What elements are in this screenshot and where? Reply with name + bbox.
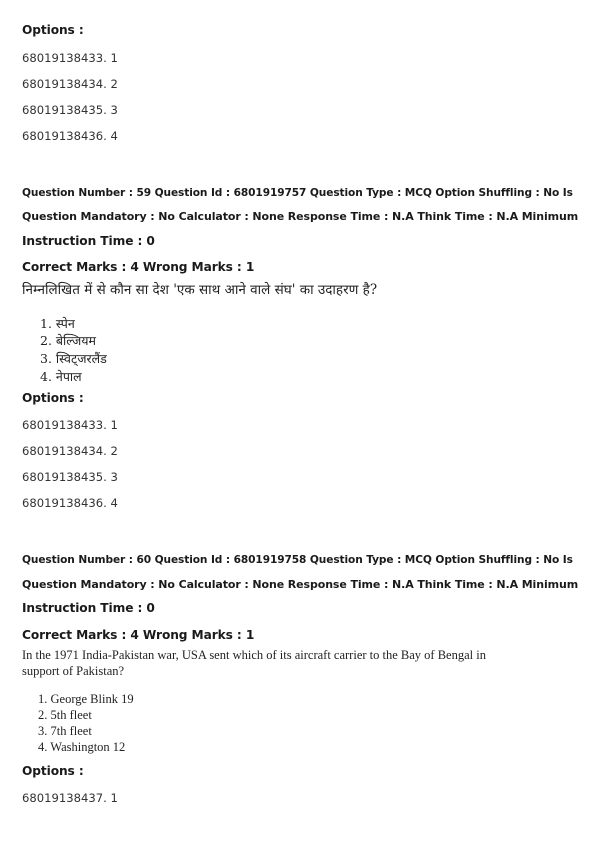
option-code: 68019138434. 2 (22, 444, 118, 458)
answer-choice: 3. 7th fleet (38, 724, 92, 738)
marks-line: Correct Marks : 4 Wrong Marks : 1 (22, 260, 255, 274)
question-header-line: Question Number : 59 Question Id : 6801919757 Question Type : MCQ Option Shuffling : No Is (22, 187, 573, 199)
question-text: निम्नलिखित में से कौन सा देश 'एक साथ आने वाले संघ' का उदाहरण है? (22, 282, 378, 298)
answer-choice: 2. 5th fleet (38, 708, 92, 722)
options-label: Options : (22, 764, 84, 778)
option-code: 68019138436. 4 (22, 496, 118, 510)
options-label: Options : (22, 391, 84, 405)
question-header-line: Instruction Time : 0 (22, 234, 155, 248)
option-code: 68019138436. 4 (22, 129, 118, 143)
options-label: Options : (22, 23, 84, 37)
answer-choice: 1. George Blink 19 (38, 692, 134, 706)
answer-choice: 1. स्पेन (40, 316, 75, 331)
option-code: 68019138433. 1 (22, 51, 118, 65)
option-code: 68019138434. 2 (22, 77, 118, 91)
answer-choice: 4. नेपाल (40, 369, 82, 384)
answer-choice: 2. बेल्जियम (40, 333, 97, 348)
question-text: In the 1971 India-Pakistan war, USA sent which of its aircraft carrier to the Bay of Bengal in (22, 648, 486, 662)
question-header-line: Question Number : 60 Question Id : 6801919758 Question Type : MCQ Option Shuffling : No Is (22, 554, 573, 566)
option-code: 68019138435. 3 (22, 103, 118, 117)
option-code: 68019138433. 1 (22, 418, 118, 432)
option-code: 68019138437. 1 (22, 791, 118, 805)
question-header-line: Instruction Time : 0 (22, 601, 155, 615)
marks-line: Correct Marks : 4 Wrong Marks : 1 (22, 628, 255, 642)
question-header-line: Question Mandatory : No Calculator : None Response Time : N.A Think Time : N.A Minimum (22, 210, 579, 223)
answer-choice: 4. Washington 12 (38, 740, 126, 754)
option-code: 68019138435. 3 (22, 470, 118, 484)
question-text: support of Pakistan? (22, 664, 125, 678)
answer-choice: 3. स्विट्जरलैंड (40, 351, 107, 366)
question-header-line: Question Mandatory : No Calculator : None Response Time : N.A Think Time : N.A Minimum (22, 578, 579, 591)
